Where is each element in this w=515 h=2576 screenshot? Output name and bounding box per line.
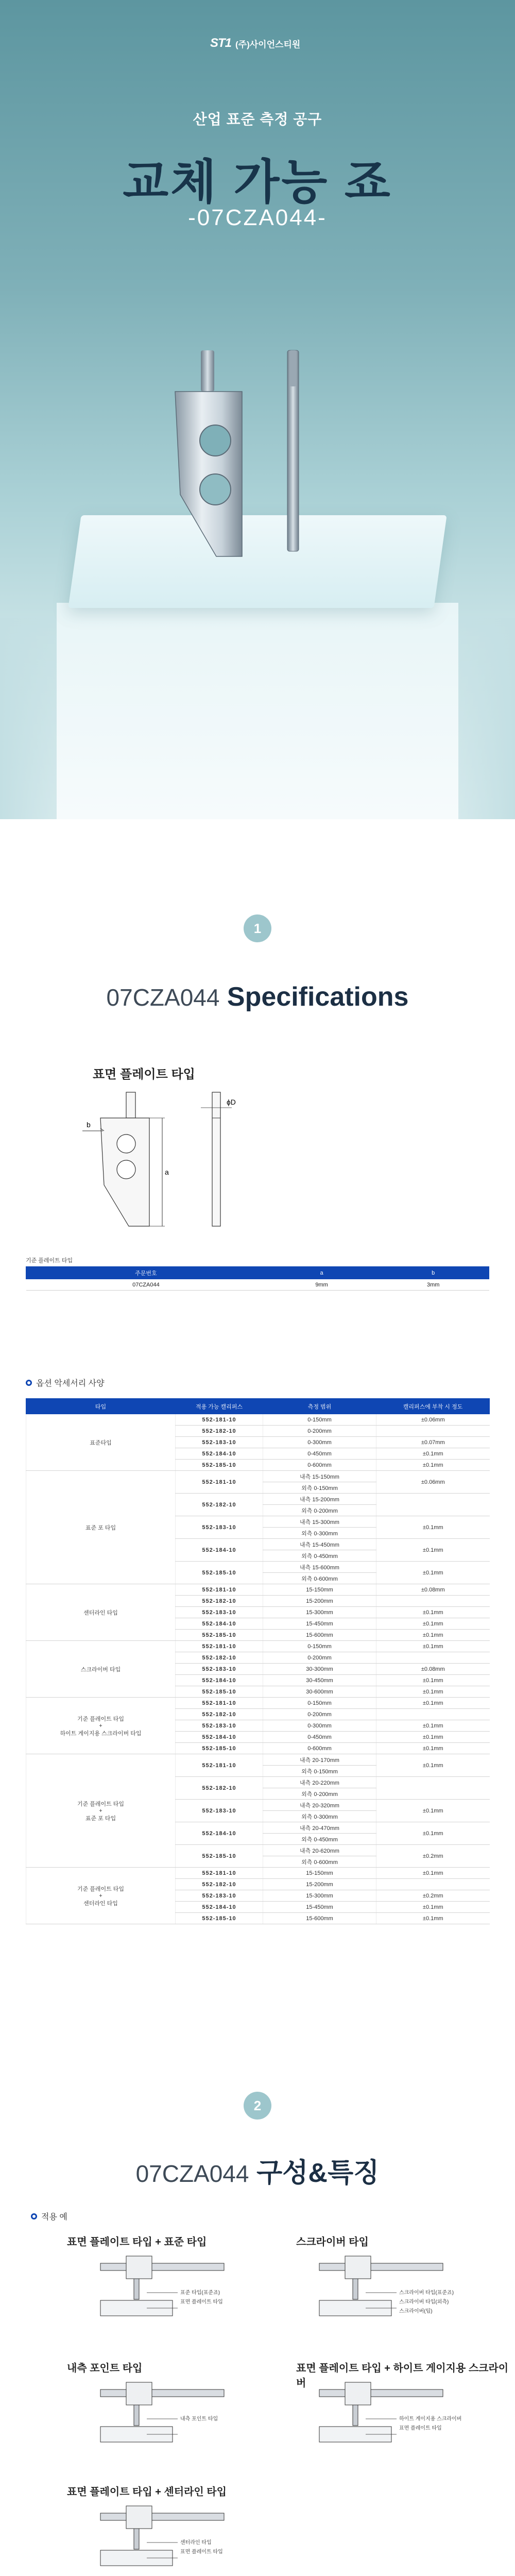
range-cell: 외측 0-150mm: [263, 1482, 376, 1494]
caliper-model-cell: 552-181-10: [176, 1698, 263, 1709]
range-cell: 0-600mm: [263, 1460, 376, 1471]
caliper-model-cell: 552-183-10: [176, 1664, 263, 1675]
example-illustration: [90, 2254, 234, 2321]
option-type-label: 기준 플레이트 타입: [77, 1886, 125, 1892]
section-2-heading: 구성&특징: [256, 2158, 380, 2188]
accuracy-cell: [376, 1879, 490, 1890]
example-title: 표면 플레이트 타입 + 하이트 게이지용 스크라이버: [296, 2363, 509, 2389]
range-cell: 0-300mm: [263, 1720, 376, 1732]
accuracy-cell: ±0.1mm: [376, 1698, 490, 1709]
accuracy-cell: ±0.1mm: [376, 1743, 490, 1754]
example-title: 표면 플레이트 타입 + 센터라인 타입: [67, 2486, 227, 2498]
caliper-model-cell: 552-182-10: [176, 1879, 263, 1890]
range-cell: 0-450mm: [263, 1732, 376, 1743]
range-cell: 내측 15-450mm: [263, 1539, 376, 1550]
example-callout-label: 스크라이버 타입(외측): [399, 2299, 449, 2305]
example-title: 스크라이버 타입: [296, 2236, 369, 2248]
caliper-model-cell: 552-185-10: [176, 1562, 263, 1584]
section-2-badge: 2: [244, 2092, 271, 2120]
opt-col-accuracy: 캘리퍼스에 부착 시 정도: [376, 1399, 490, 1414]
caliper-model-cell: 552-185-10: [176, 1686, 263, 1698]
range-cell: 0-200mm: [263, 1709, 376, 1720]
spec-a-value: 9mm: [266, 1279, 377, 1291]
accuracy-cell: [376, 1596, 490, 1607]
range-cell: 15-450mm: [263, 1618, 376, 1630]
caliper-model-cell: 552-183-10: [176, 1516, 263, 1539]
caliper-model-cell: 552-181-10: [176, 1641, 263, 1652]
option-type-label: 스크라이버 타입: [80, 1666, 121, 1673]
range-cell: 15-600mm: [263, 1913, 376, 1924]
hero-banner: [0, 0, 515, 819]
table-row: [26, 1279, 489, 1291]
podium-front: [57, 603, 458, 819]
range-cell: 외측 0-600mm: [263, 1856, 376, 1868]
caliper-model-cell: 552-184-10: [176, 1448, 263, 1460]
spec-col-a: a: [266, 1267, 377, 1279]
bullet-icon: [26, 1380, 32, 1386]
caliper-model-cell: 552-182-10: [176, 1426, 263, 1437]
dim-phi-label: ɸD: [227, 1098, 236, 1106]
range-cell: 15-200mm: [263, 1879, 376, 1890]
example-title: 내측 포인트 타입: [67, 2363, 143, 2374]
hero-title: 교체 가능 죠: [123, 156, 392, 209]
example-callout-label: 센터라인 타입: [180, 2540, 212, 2546]
option-type-label: 표준 포 타입: [85, 1524, 116, 1531]
spec-col-order: 주문번호: [26, 1267, 266, 1279]
caliper-model-cell: 552-183-10: [176, 1437, 263, 1448]
example-callout-label: 내측 포인트 타입: [180, 2416, 218, 2422]
accuracy-cell: ±0.1mm: [376, 1539, 490, 1562]
table-row: [26, 1584, 490, 1596]
diagram-title: 표면 플레이트 타입: [93, 1067, 195, 1081]
section-1-title: [0, 981, 515, 1012]
brand-mark: ST1: [210, 36, 232, 50]
range-cell: 외측 0-300mm: [263, 1528, 376, 1539]
opt-col-type: 타입: [26, 1399, 176, 1414]
range-cell: 외측 0-150mm: [263, 1766, 376, 1777]
caliper-model-cell: 552-184-10: [176, 1902, 263, 1913]
section-1-heading: Specifications: [227, 982, 409, 1012]
option-type-label: 표준 포 타입: [85, 1815, 116, 1822]
range-cell: 15-450mm: [263, 1902, 376, 1913]
option-heading: [26, 1377, 105, 1388]
accuracy-cell: ±0.06mm: [376, 1414, 490, 1426]
accuracy-cell: ±0.1mm: [376, 1448, 490, 1460]
range-cell: 내측 15-150mm: [263, 1471, 376, 1482]
option-type-label: 표준타입: [90, 1439, 112, 1446]
bullet-icon: [31, 2213, 37, 2219]
accuracy-cell: [376, 1777, 490, 1800]
accuracy-cell: ±0.1mm: [376, 1607, 490, 1618]
range-cell: 0-200mm: [263, 1426, 376, 1437]
range-cell: 0-200mm: [263, 1652, 376, 1664]
accuracy-cell: ±0.1mm: [376, 1618, 490, 1630]
range-cell: 내측 15-200mm: [263, 1494, 376, 1505]
spec-b-value: 3mm: [377, 1279, 489, 1291]
range-cell: 내측 20-620mm: [263, 1845, 376, 1856]
caliper-model-cell: 552-182-10: [176, 1777, 263, 1800]
range-cell: 외측 0-300mm: [263, 1811, 376, 1822]
range-cell: 외측 0-200mm: [263, 1505, 376, 1516]
accuracy-cell: ±0.1mm: [376, 1675, 490, 1686]
accuracy-cell: ±0.06mm: [376, 1471, 490, 1494]
table-row: [26, 1754, 490, 1766]
caliper-model-cell: 552-185-10: [176, 1913, 263, 1924]
caliper-model-cell: 552-181-10: [176, 1471, 263, 1494]
option-type-label: 센터라인 타입: [83, 1900, 118, 1907]
accuracy-cell: ±0.1mm: [376, 1641, 490, 1652]
caliper-model-cell: 552-182-10: [176, 1596, 263, 1607]
range-cell: 0-150mm: [263, 1698, 376, 1709]
caliper-model-cell: 552-185-10: [176, 1630, 263, 1641]
caliper-model-cell: 552-182-10: [176, 1494, 263, 1516]
accuracy-cell: ±0.1mm: [376, 1460, 490, 1471]
table-row: [26, 1471, 490, 1482]
option-type-label: 기준 플레이트 타입: [77, 1801, 125, 1807]
accuracy-cell: ±0.1mm: [376, 1800, 490, 1822]
dim-b-label: b: [87, 1121, 91, 1129]
range-cell: 15-600mm: [263, 1630, 376, 1641]
range-cell: 0-300mm: [263, 1437, 376, 1448]
range-cell: 내측 15-300mm: [263, 1516, 376, 1528]
accuracy-cell: ±0.1mm: [376, 1516, 490, 1539]
hero-product-code: -07CZA044-: [188, 205, 327, 230]
apply-heading-text: 적용 예: [41, 2213, 67, 2222]
accuracy-cell: ±0.2mm: [376, 1845, 490, 1868]
accuracy-cell: ±0.1mm: [376, 1686, 490, 1698]
accuracy-cell: ±0.1mm: [376, 1720, 490, 1732]
accuracy-cell: ±0.1mm: [376, 1754, 490, 1777]
table-row: [26, 1641, 490, 1652]
option-type-label: 하이트 게이지용 스크라이버 타입: [60, 1730, 142, 1737]
accuracy-cell: [376, 1652, 490, 1664]
option-type-label: +: [99, 1722, 102, 1729]
accuracy-cell: ±0.1mm: [376, 1732, 490, 1743]
section-1-code: 07CZA044: [106, 984, 220, 1011]
caliper-model-cell: 552-181-10: [176, 1414, 263, 1426]
example-illustration: [309, 2380, 453, 2447]
example-illustration: [90, 2380, 234, 2447]
opt-col-caliper: 적용 가능 캘리퍼스: [176, 1399, 263, 1414]
example-illustration: [90, 2504, 234, 2571]
brand-logo[interactable]: [210, 36, 300, 50]
option-type-cell: [26, 1754, 176, 1868]
dim-a-label: a: [165, 1168, 169, 1176]
option-type-cell: [26, 1868, 176, 1924]
caliper-model-cell: 552-184-10: [176, 1539, 263, 1562]
option-type-label: 기준 플레이트 타입: [77, 1716, 125, 1722]
spec-table-caption: 기준 플레이트 타입: [26, 1258, 73, 1264]
accuracy-cell: ±0.1mm: [376, 1902, 490, 1913]
caliper-model-cell: 552-181-10: [176, 1584, 263, 1596]
hero-subtitle: 산업 표준 측정 공구: [193, 111, 322, 127]
section-2-title: [0, 2151, 515, 2190]
range-cell: 0-150mm: [263, 1414, 376, 1426]
range-cell: 내측 20-470mm: [263, 1822, 376, 1834]
range-cell: 외측 0-200mm: [263, 1788, 376, 1800]
dimension-diagram: [72, 1087, 278, 1231]
accuracy-cell: ±0.1mm: [376, 1630, 490, 1641]
example-callout-label: 표면 플레이트 타입: [180, 2549, 223, 2555]
spec-col-b: b: [377, 1267, 489, 1279]
range-cell: 내측 20-220mm: [263, 1777, 376, 1788]
range-cell: 내측 20-320mm: [263, 1800, 376, 1811]
caliper-model-cell: 552-181-10: [176, 1868, 263, 1879]
caliper-model-cell: 552-183-10: [176, 1607, 263, 1618]
option-type-cell: [26, 1641, 176, 1698]
spec-order-value: 07CZA044: [26, 1279, 266, 1291]
accuracy-cell: ±0.08mm: [376, 1584, 490, 1596]
caliper-model-cell: 552-183-10: [176, 1890, 263, 1902]
range-cell: 30-300mm: [263, 1664, 376, 1675]
range-cell: 외측 0-450mm: [263, 1834, 376, 1845]
option-table: [26, 1398, 490, 1924]
option-type-cell: [26, 1471, 176, 1584]
range-cell: 30-600mm: [263, 1686, 376, 1698]
apply-heading: [31, 2210, 67, 2222]
accuracy-cell: ±0.1mm: [376, 1868, 490, 1879]
section-1-badge: 1: [244, 914, 271, 942]
range-cell: 15-300mm: [263, 1607, 376, 1618]
accuracy-cell: ±0.1mm: [376, 1562, 490, 1584]
table-row: [26, 1868, 490, 1879]
example-callout-label: 스크라이버 타입(표준죠): [399, 2290, 454, 2296]
range-cell: 0-150mm: [263, 1641, 376, 1652]
example-callout-label: 표면 플레이트 타입: [399, 2426, 442, 2431]
option-heading-text: 옵션 악세서리 사양: [36, 1379, 105, 1388]
caliper-model-cell: 552-184-10: [176, 1618, 263, 1630]
range-cell: 외측 0-600mm: [263, 1573, 376, 1584]
option-type-cell: [26, 1414, 176, 1471]
table-row: [26, 1698, 490, 1709]
range-cell: 외측 0-450mm: [263, 1550, 376, 1562]
accuracy-cell: ±0.08mm: [376, 1664, 490, 1675]
example-callout-label: 스크라이버(팁): [399, 2309, 433, 2314]
option-type-label: +: [99, 1807, 102, 1814]
caliper-model-cell: 552-182-10: [176, 1652, 263, 1664]
option-type-cell: [26, 1698, 176, 1754]
option-type-cell: [26, 1584, 176, 1641]
range-cell: 15-200mm: [263, 1596, 376, 1607]
caliper-model-cell: 552-184-10: [176, 1675, 263, 1686]
caliper-model-cell: 552-184-10: [176, 1822, 263, 1845]
caliper-model-cell: 552-181-10: [176, 1754, 263, 1777]
spec-table: [26, 1266, 489, 1291]
accuracy-cell: ±0.1mm: [376, 1822, 490, 1845]
opt-col-range: 측정 범위: [263, 1399, 376, 1414]
table-row: [26, 1414, 490, 1426]
accuracy-cell: ±0.1mm: [376, 1913, 490, 1924]
accuracy-cell: ±0.2mm: [376, 1890, 490, 1902]
caliper-model-cell: 552-185-10: [176, 1845, 263, 1868]
accuracy-cell: [376, 1494, 490, 1516]
caliper-model-cell: 552-185-10: [176, 1743, 263, 1754]
option-type-label: 센터라인 타입: [83, 1609, 118, 1616]
range-cell: 30-450mm: [263, 1675, 376, 1686]
caliper-model-cell: 552-183-10: [176, 1800, 263, 1822]
example-callout-label: 표면 플레이트 타입: [180, 2299, 223, 2305]
range-cell: 내측 15-600mm: [263, 1562, 376, 1573]
accuracy-cell: ±0.07mm: [376, 1437, 490, 1448]
product-image: [154, 340, 330, 567]
option-type-label: +: [99, 1892, 102, 1899]
section-2-code: 07CZA044: [135, 2160, 249, 2187]
range-cell: 0-450mm: [263, 1448, 376, 1460]
range-cell: 0-600mm: [263, 1743, 376, 1754]
range-cell: 15-300mm: [263, 1890, 376, 1902]
example-callout-label: 표준 타입(표준죠): [180, 2290, 220, 2296]
caliper-model-cell: 552-182-10: [176, 1709, 263, 1720]
caliper-model-cell: 552-184-10: [176, 1732, 263, 1743]
range-cell: 내측 20-170mm: [263, 1754, 376, 1766]
example-title: 표면 플레이트 타입 + 표준 타입: [67, 2236, 207, 2248]
range-cell: 15-150mm: [263, 1868, 376, 1879]
caliper-model-cell: 552-185-10: [176, 1460, 263, 1471]
accuracy-cell: [376, 1426, 490, 1437]
accuracy-cell: [376, 1709, 490, 1720]
brand-name: (주)사이언스티원: [235, 39, 301, 49]
caliper-model-cell: 552-183-10: [176, 1720, 263, 1732]
example-callout-label: 하이트 게이지용 스크라이버: [399, 2416, 462, 2422]
range-cell: 15-150mm: [263, 1584, 376, 1596]
